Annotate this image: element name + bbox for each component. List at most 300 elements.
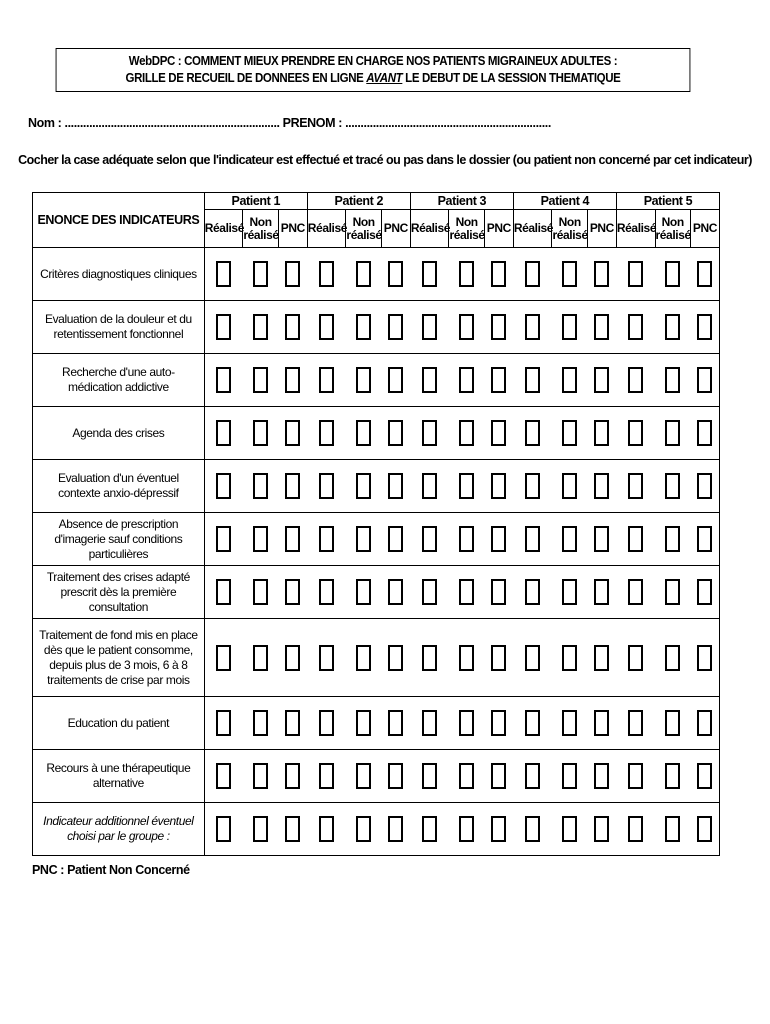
checkbox-patient-1-realise[interactable] [216,473,231,499]
checkbox-cell [655,697,690,750]
checkbox-cell [513,301,552,354]
checkbox-patient-3-realise[interactable] [422,579,437,605]
checkbox-patient-1-pnc[interactable] [285,645,300,671]
checkbox-patient-3-non-realise[interactable] [459,526,474,552]
checkbox-patient-4-non-realise[interactable] [562,763,577,789]
checkbox-cell [690,301,719,354]
checkbox-patient-2-non-realise[interactable] [356,645,371,671]
checkbox-cell [616,460,655,513]
checkbox-patient-4-realise[interactable] [525,473,540,499]
checkbox-patient-2-pnc[interactable] [388,420,403,446]
indicator-label: Traitement de fond mis en place dès que le patient consomme, depuis plus de 3 mois, 6 à 8 traitements de crise par mois [33,619,205,697]
indicator-row [33,803,720,856]
checkbox-cell [307,619,346,697]
checkbox-patient-1-realise[interactable] [216,526,231,552]
checkbox-patient-5-non-realise[interactable] [665,314,680,340]
checkbox-patient-4-pnc[interactable] [594,710,609,736]
checkbox-cell [381,566,410,619]
checkbox-patient-5-non-realise[interactable] [665,261,680,287]
checkbox-cell [513,460,552,513]
checkbox-patient-2-pnc[interactable] [388,710,403,736]
checkbox-patient-4-pnc[interactable] [594,473,609,499]
checkbox-patient-3-pnc[interactable] [491,645,506,671]
checkbox-cell [243,354,278,407]
checkbox-patient-5-non-realise[interactable] [665,367,680,393]
checkbox-patient-3-pnc[interactable] [491,579,506,605]
checkbox-cell [307,460,346,513]
checkbox-patient-3-pnc[interactable] [491,473,506,499]
checkbox-patient-5-pnc[interactable] [697,420,712,446]
checkbox-patient-1-pnc[interactable] [285,710,300,736]
checkbox-patient-4-realise[interactable] [525,816,540,842]
checkbox-cell [243,248,278,301]
checkbox-cell [655,301,690,354]
checkbox-patient-4-pnc[interactable] [594,261,609,287]
nom-label: Nom : [28,116,65,130]
checkbox-patient-1-pnc[interactable] [285,473,300,499]
checkbox-patient-4-non-realise[interactable] [562,367,577,393]
subheader-realise: Réalisé [410,210,449,248]
checkbox-patient-2-realise[interactable] [319,645,334,671]
checkbox-patient-3-non-realise[interactable] [459,710,474,736]
checkbox-patient-5-pnc[interactable] [697,367,712,393]
checkbox-cell [278,301,307,354]
indicator-row [33,301,720,354]
checkbox-patient-4-non-realise[interactable] [562,816,577,842]
checkbox-cell [616,566,655,619]
checkbox-cell [513,354,552,407]
checkbox-cell [690,697,719,750]
checkbox-cell [449,566,484,619]
checkbox-patient-2-non-realise[interactable] [356,261,371,287]
checkbox-patient-4-pnc[interactable] [594,816,609,842]
checkbox-cell [552,513,587,566]
checkbox-cell [513,566,552,619]
checkbox-patient-1-realise[interactable] [216,314,231,340]
checkbox-patient-5-non-realise[interactable] [665,579,680,605]
checkbox-cell [346,460,381,513]
indicator-row [33,513,720,566]
checkbox-patient-3-pnc[interactable] [491,367,506,393]
checkbox-patient-3-non-realise[interactable] [459,420,474,446]
checkbox-cell [484,697,513,750]
checkbox-patient-3-pnc[interactable] [491,526,506,552]
checkbox-patient-2-non-realise[interactable] [356,420,371,446]
checkbox-patient-3-pnc[interactable] [491,710,506,736]
checkbox-cell [587,803,616,856]
checkbox-patient-5-non-realise[interactable] [665,473,680,499]
checkbox-patient-4-pnc[interactable] [594,579,609,605]
checkbox-cell [587,513,616,566]
subheader-non: Non [455,214,478,229]
subheader-realise: Réalisé [307,210,346,248]
checkbox-patient-5-pnc[interactable] [697,763,712,789]
checkbox-patient-1-non-realise[interactable] [253,710,268,736]
subheader-realise-2: réalisé [346,227,382,242]
checkbox-patient-4-pnc[interactable] [594,314,609,340]
checkbox-patient-4-realise[interactable] [525,526,540,552]
checkbox-cell [204,407,243,460]
checkbox-cell [616,619,655,697]
nom-field[interactable]: ...................................................................... [64,116,280,130]
checkbox-cell [513,619,552,697]
checkbox-cell [346,803,381,856]
checkbox-patient-1-non-realise[interactable] [253,261,268,287]
checkbox-patient-1-non-realise[interactable] [253,367,268,393]
subheader-realise-2: réalisé [243,227,279,242]
checkbox-patient-1-non-realise[interactable] [253,420,268,446]
checkbox-cell [307,566,346,619]
checkbox-patient-4-non-realise[interactable] [562,645,577,671]
checkbox-cell [307,354,346,407]
checkbox-cell [587,750,616,803]
checkbox-patient-4-non-realise[interactable] [562,420,577,446]
checkbox-patient-1-pnc[interactable] [285,314,300,340]
checkbox-cell [381,407,410,460]
checkbox-cell [346,619,381,697]
checkbox-cell [449,619,484,697]
indicator-row [33,750,720,803]
checkbox-patient-5-pnc[interactable] [697,816,712,842]
checkbox-patient-1-non-realise[interactable] [253,645,268,671]
checkbox-cell [243,513,278,566]
checkbox-cell [410,803,449,856]
checkbox-cell [307,750,346,803]
checkbox-patient-5-pnc[interactable] [697,645,712,671]
checkbox-cell [381,248,410,301]
checkbox-patient-2-non-realise[interactable] [356,367,371,393]
checkbox-patient-5-pnc[interactable] [697,710,712,736]
checkbox-patient-1-pnc[interactable] [285,763,300,789]
checkbox-patient-2-pnc[interactable] [388,526,403,552]
checkbox-patient-1-non-realise[interactable] [253,473,268,499]
checkbox-patient-4-non-realise[interactable] [562,526,577,552]
checkbox-cell [587,301,616,354]
checkbox-patient-5-pnc[interactable] [697,261,712,287]
checkbox-cell [616,513,655,566]
checkbox-cell [552,750,587,803]
checkbox-cell [204,513,243,566]
checkbox-cell [513,697,552,750]
checkbox-patient-1-pnc[interactable] [285,420,300,446]
checkbox-patient-2-non-realise[interactable] [356,763,371,789]
checkbox-patient-5-realise[interactable] [628,420,643,446]
checkbox-patient-4-pnc[interactable] [594,763,609,789]
checkbox-patient-4-non-realise[interactable] [562,473,577,499]
checkbox-patient-1-realise[interactable] [216,367,231,393]
checkbox-patient-4-realise[interactable] [525,645,540,671]
checkbox-patient-2-pnc[interactable] [388,367,403,393]
checkbox-patient-1-pnc[interactable] [285,367,300,393]
checkbox-patient-5-non-realise[interactable] [665,763,680,789]
subheader-pnc: PNC [587,210,616,248]
checkbox-patient-3-realise[interactable] [422,816,437,842]
pnc-footnote: PNC : Patient Non Concerné [32,863,190,877]
checkbox-patient-5-realise[interactable] [628,579,643,605]
checkbox-patient-2-realise[interactable] [319,261,334,287]
subheader-realise: Réalisé [204,210,243,248]
checkbox-patient-2-realise[interactable] [319,710,334,736]
checkbox-patient-3-realise[interactable] [422,314,437,340]
checkbox-patient-4-realise[interactable] [525,367,540,393]
checkbox-patient-5-non-realise[interactable] [665,645,680,671]
checkbox-patient-3-non-realise[interactable] [459,816,474,842]
checkbox-patient-2-realise[interactable] [319,763,334,789]
indicator-row [33,566,720,619]
checkbox-cell [690,407,719,460]
checkbox-patient-3-non-realise[interactable] [459,645,474,671]
checkbox-patient-2-pnc[interactable] [388,816,403,842]
checkbox-patient-1-realise[interactable] [216,261,231,287]
checkbox-patient-1-non-realise[interactable] [253,763,268,789]
checkbox-cell [513,513,552,566]
checkbox-cell [449,697,484,750]
indicator-label: Critères diagnostiques cliniques [33,248,205,301]
checkbox-cell [616,803,655,856]
checkbox-patient-5-realise[interactable] [628,763,643,789]
checkbox-cell [204,566,243,619]
checkbox-patient-2-non-realise[interactable] [356,816,371,842]
checkbox-cell [410,354,449,407]
checkbox-cell [410,407,449,460]
checkbox-cell [587,407,616,460]
checkbox-cell [204,354,243,407]
checkbox-cell [616,750,655,803]
checkbox-patient-1-non-realise[interactable] [253,314,268,340]
checkbox-cell [616,697,655,750]
checkbox-cell [616,354,655,407]
checkbox-cell [204,619,243,697]
checkbox-cell [346,354,381,407]
checkbox-patient-2-realise[interactable] [319,473,334,499]
indicator-grid [32,192,720,856]
checkbox-cell [655,407,690,460]
checkbox-patient-3-realise[interactable] [422,763,437,789]
checkbox-patient-2-pnc[interactable] [388,314,403,340]
checkbox-cell [381,619,410,697]
checkbox-patient-5-realise[interactable] [628,645,643,671]
prenom-field[interactable]: ................................................................... [345,116,551,130]
checkbox-patient-5-pnc[interactable] [697,314,712,340]
checkbox-cell [243,301,278,354]
checkbox-patient-4-realise[interactable] [525,420,540,446]
checkbox-patient-3-non-realise[interactable] [459,763,474,789]
checkbox-patient-5-realise[interactable] [628,473,643,499]
checkbox-cell [204,697,243,750]
checkbox-cell [410,697,449,750]
checkbox-patient-4-realise[interactable] [525,763,540,789]
checkbox-patient-2-pnc[interactable] [388,645,403,671]
checkbox-cell [552,566,587,619]
checkbox-cell [587,566,616,619]
checkbox-patient-2-realise[interactable] [319,579,334,605]
checkbox-patient-5-realise[interactable] [628,710,643,736]
checkbox-patient-3-realise[interactable] [422,710,437,736]
checkbox-patient-3-realise[interactable] [422,473,437,499]
checkbox-patient-3-pnc[interactable] [491,420,506,446]
subheader-realise-2: réalisé [655,227,691,242]
checkbox-patient-2-realise[interactable] [319,367,334,393]
subheader-realise: Réalisé [616,210,655,248]
checkbox-cell [484,354,513,407]
subheader-non-realise [346,210,381,248]
checkbox-patient-1-realise[interactable] [216,816,231,842]
checkbox-cell [655,354,690,407]
checkbox-patient-4-non-realise[interactable] [562,314,577,340]
checkbox-patient-3-realise[interactable] [422,645,437,671]
checkbox-patient-5-pnc[interactable] [697,473,712,499]
checkbox-cell [587,354,616,407]
checkbox-patient-4-non-realise[interactable] [562,710,577,736]
checkbox-patient-4-non-realise[interactable] [562,579,577,605]
checkbox-patient-5-realise[interactable] [628,314,643,340]
checkbox-patient-2-pnc[interactable] [388,261,403,287]
checkbox-patient-5-realise[interactable] [628,526,643,552]
indicator-row [33,619,720,697]
checkbox-cell [484,248,513,301]
patient-header-3: Patient 3 [410,193,513,210]
checkbox-patient-2-pnc[interactable] [388,579,403,605]
checkbox-patient-1-pnc[interactable] [285,816,300,842]
checkbox-cell [690,803,719,856]
checkbox-cell [449,750,484,803]
checkbox-patient-3-pnc[interactable] [491,314,506,340]
checkbox-cell [346,750,381,803]
checkbox-cell [410,248,449,301]
checkbox-cell [587,697,616,750]
checkbox-patient-2-realise[interactable] [319,314,334,340]
checkbox-patient-2-non-realise[interactable] [356,314,371,340]
checkbox-patient-1-pnc[interactable] [285,579,300,605]
checkbox-cell [243,619,278,697]
checkbox-cell [278,566,307,619]
checkbox-patient-3-realise[interactable] [422,367,437,393]
checkbox-patient-3-non-realise[interactable] [459,473,474,499]
checkbox-patient-5-realise[interactable] [628,816,643,842]
checkbox-cell [690,460,719,513]
checkbox-patient-1-non-realise[interactable] [253,579,268,605]
checkbox-patient-2-non-realise[interactable] [356,579,371,605]
checkbox-patient-3-non-realise[interactable] [459,367,474,393]
checkbox-patient-1-realise[interactable] [216,710,231,736]
checkbox-cell [243,407,278,460]
checkbox-cell [616,407,655,460]
checkbox-patient-1-realise[interactable] [216,420,231,446]
checkbox-cell [307,803,346,856]
checkbox-cell [204,750,243,803]
checkbox-patient-1-pnc[interactable] [285,526,300,552]
checkbox-cell [243,697,278,750]
checkbox-patient-3-non-realise[interactable] [459,579,474,605]
checkbox-patient-5-pnc[interactable] [697,579,712,605]
subheader-pnc: PNC [278,210,307,248]
checkbox-patient-1-non-realise[interactable] [253,526,268,552]
indicator-label: Indicateur additionnel éventuel choisi par le groupe : [33,803,205,856]
checkbox-patient-3-pnc[interactable] [491,763,506,789]
checkbox-patient-2-realise[interactable] [319,420,334,446]
checkbox-cell [690,513,719,566]
checkbox-patient-3-realise[interactable] [422,420,437,446]
subheader-non-realise [243,210,278,248]
checkbox-patient-4-realise[interactable] [525,261,540,287]
checkbox-cell [484,513,513,566]
checkbox-cell [381,513,410,566]
checkbox-patient-4-pnc[interactable] [594,367,609,393]
checkbox-patient-5-non-realise[interactable] [665,710,680,736]
checkbox-cell [410,750,449,803]
checkbox-cell [655,619,690,697]
checkbox-patient-4-realise[interactable] [525,579,540,605]
checkbox-cell [552,803,587,856]
checkbox-patient-3-pnc[interactable] [491,816,506,842]
indicator-label: Education du patient [33,697,205,750]
checkbox-patient-1-realise[interactable] [216,763,231,789]
indicator-header: ENONCE DES INDICATEURS [33,193,205,248]
subheader-non-realise [449,210,484,248]
checkbox-cell [449,248,484,301]
checkbox-patient-3-pnc[interactable] [491,261,506,287]
checkbox-patient-1-pnc[interactable] [285,261,300,287]
checkbox-patient-3-non-realise[interactable] [459,261,474,287]
checkbox-patient-2-realise[interactable] [319,816,334,842]
checkbox-cell [410,566,449,619]
checkbox-patient-4-realise[interactable] [525,314,540,340]
checkbox-cell [278,513,307,566]
checkbox-patient-1-realise[interactable] [216,645,231,671]
checkbox-patient-3-realise[interactable] [422,261,437,287]
checkbox-patient-1-realise[interactable] [216,579,231,605]
checkbox-patient-2-pnc[interactable] [388,473,403,499]
subheader-non: Non [558,214,581,229]
checkbox-cell [587,619,616,697]
checkbox-cell [484,619,513,697]
checkbox-cell [278,407,307,460]
checkbox-patient-4-non-realise[interactable] [562,261,577,287]
checkbox-patient-4-pnc[interactable] [594,526,609,552]
checkbox-patient-4-pnc[interactable] [594,645,609,671]
indicator-label: Recherche d'une auto-médication addictive [33,354,205,407]
checkbox-patient-3-non-realise[interactable] [459,314,474,340]
subheader-pnc: PNC [381,210,410,248]
checkbox-cell [278,697,307,750]
checkbox-cell [655,513,690,566]
checkbox-patient-1-non-realise[interactable] [253,816,268,842]
checkbox-patient-2-non-realise[interactable] [356,526,371,552]
checkbox-patient-2-non-realise[interactable] [356,710,371,736]
checkbox-cell [449,354,484,407]
checkbox-patient-2-pnc[interactable] [388,763,403,789]
checkbox-cell [307,301,346,354]
checkbox-patient-5-non-realise[interactable] [665,420,680,446]
patient-header-4: Patient 4 [513,193,616,210]
checkbox-patient-5-pnc[interactable] [697,526,712,552]
checkbox-patient-4-pnc[interactable] [594,420,609,446]
prenom-label: PRENOM : [279,116,346,130]
checkbox-patient-5-non-realise[interactable] [665,816,680,842]
checkbox-cell [484,750,513,803]
checkbox-patient-2-realise[interactable] [319,526,334,552]
checkbox-patient-3-realise[interactable] [422,526,437,552]
checkbox-patient-5-realise[interactable] [628,261,643,287]
checkbox-patient-5-non-realise[interactable] [665,526,680,552]
subheader-realise: Réalisé [513,210,552,248]
checkbox-patient-4-realise[interactable] [525,710,540,736]
checkbox-cell [307,248,346,301]
checkbox-patient-5-realise[interactable] [628,367,643,393]
indicator-label: Evaluation de la douleur et du retentissement fonctionnel [33,301,205,354]
checkbox-cell [243,803,278,856]
checkbox-patient-2-non-realise[interactable] [356,473,371,499]
